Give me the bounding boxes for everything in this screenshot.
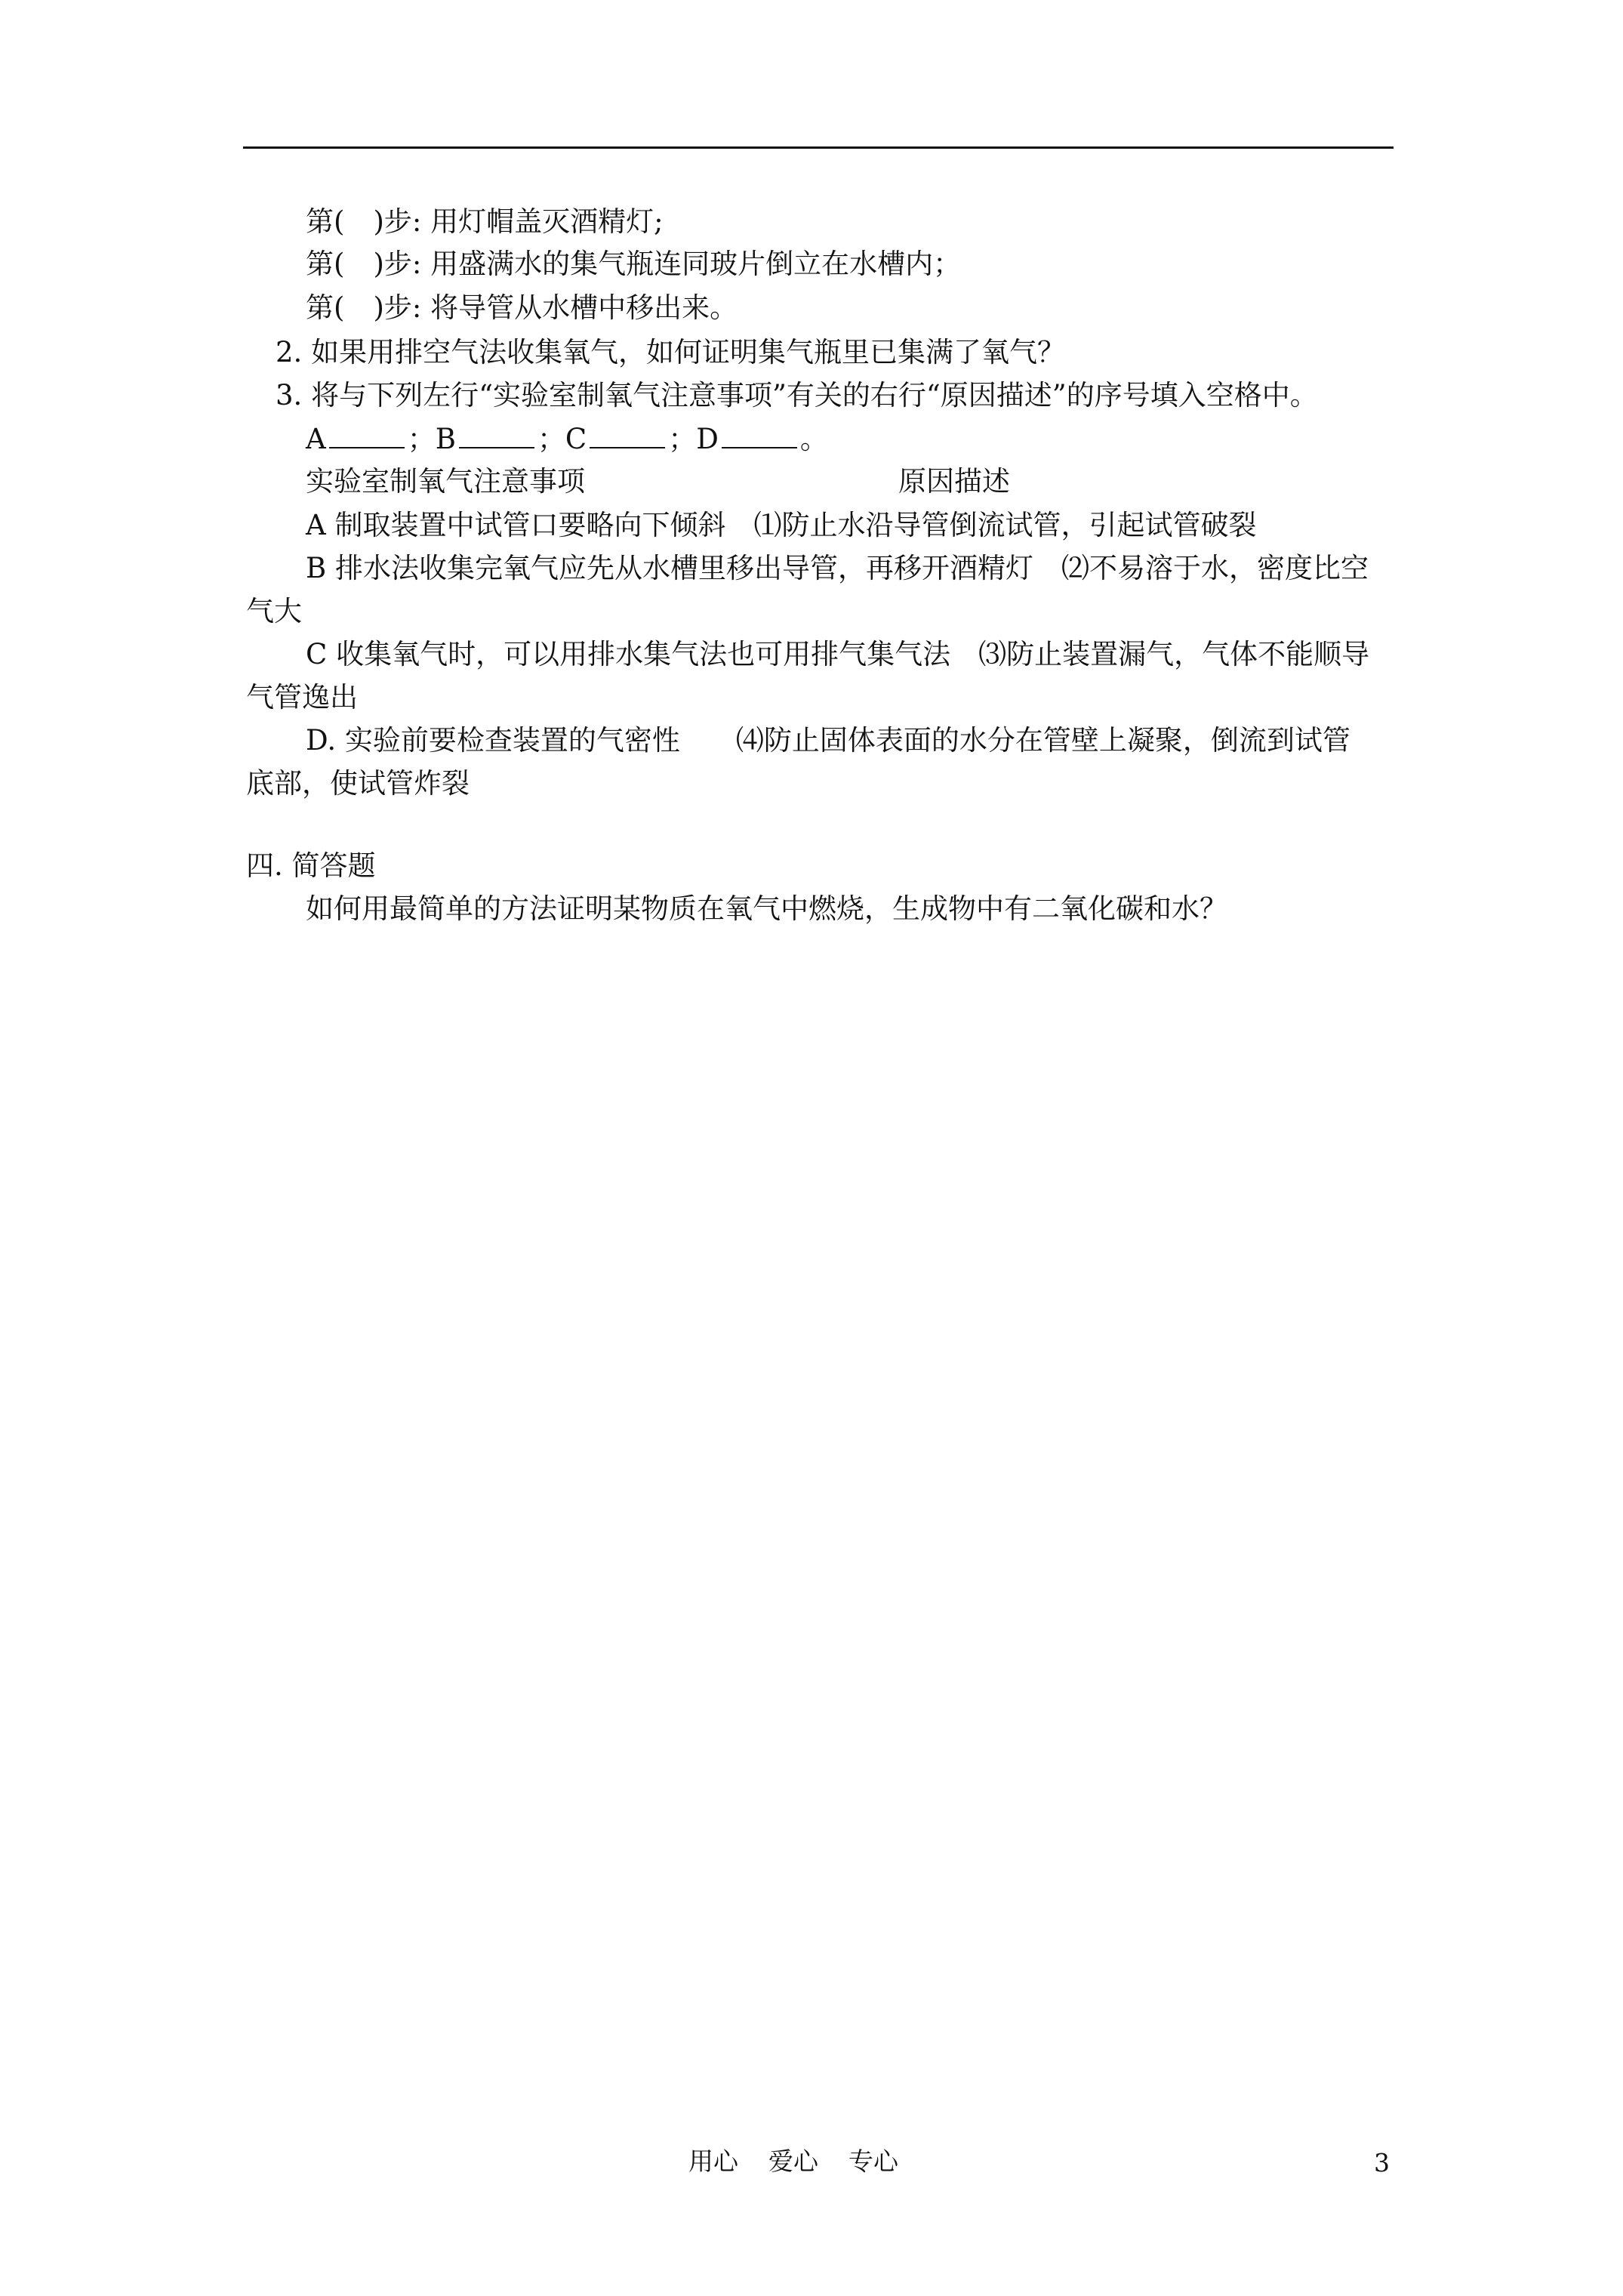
blank-label-c: ；C: [537, 423, 587, 455]
step-prefix: 第(: [306, 205, 345, 238]
table-head-right: 原因描述: [898, 465, 1010, 498]
item-d: D. 实验前要检查装置的气密性 ⑷防止固体表面的水分在管壁上凝聚，倒流到试管: [306, 724, 1350, 757]
step-text: )步: 用灯帽盖灭酒精灯;: [373, 205, 664, 238]
step-prefix: 第(: [306, 291, 345, 324]
item-d-cont: 底部，使试管炸裂: [246, 767, 470, 800]
blank-label-d: ；D: [668, 423, 719, 455]
blank-label-b: ；B: [407, 423, 456, 455]
section-4-question: 如何用最简单的方法证明某物质在氧气中燃烧，生成物中有二氧化碳和水？: [306, 892, 1227, 925]
step-prefix: 第(: [306, 248, 345, 280]
item-c-cont: 气管逸出: [246, 681, 358, 713]
page-number: 3: [1374, 2148, 1390, 2177]
item-a: A 制取装置中试管口要略向下倾斜 ⑴防止水沿导管倒流试管，引起试管破裂: [306, 509, 1257, 541]
footer-word: 用心: [688, 2147, 738, 2176]
question-3: 3. 将与下列左行“实验室制氧气注意事项”有关的右行“原因描述”的序号填入空格中。: [276, 379, 1318, 411]
blank-end: 。: [799, 423, 828, 455]
blank-b[interactable]: [459, 424, 534, 448]
step-text: )步: 将导管从水槽中移出来。: [373, 291, 738, 324]
step-line: [306, 246, 961, 282]
step-line: [306, 290, 738, 326]
item-b-cont: 气大: [246, 595, 302, 627]
table-head-left: 实验室制氧气注意事项: [306, 465, 585, 498]
footer-word: 专心: [848, 2147, 898, 2176]
step-line: [306, 204, 664, 240]
header-rule: [243, 146, 1394, 149]
section-4-title: 四. 简答题: [246, 849, 376, 882]
item-b: B 排水法收集完氧气应先从水槽里移出导管，再移开酒精灯 ⑵不易溶于水，密度比空: [306, 552, 1369, 584]
question-2: 2. 如果用排空气法收集氧气，如何证明集气瓶里已集满了氧气？: [276, 336, 1066, 368]
footer-word: 爱心: [768, 2147, 818, 2176]
blank-d[interactable]: [722, 424, 797, 448]
footer-slogan: [688, 2145, 929, 2178]
blank-label-a: A: [306, 423, 326, 455]
step-text: )步: 用盛满水的集气瓶连同玻片倒立在水槽内；: [373, 248, 962, 280]
blank-c[interactable]: [590, 424, 665, 448]
answer-blanks: [306, 421, 828, 458]
blank-a[interactable]: [329, 424, 405, 448]
item-c: C 收集氧气时，可以用排水集气法也可用排气集气法 ⑶防止装置漏气，气体不能顺导: [306, 638, 1370, 670]
